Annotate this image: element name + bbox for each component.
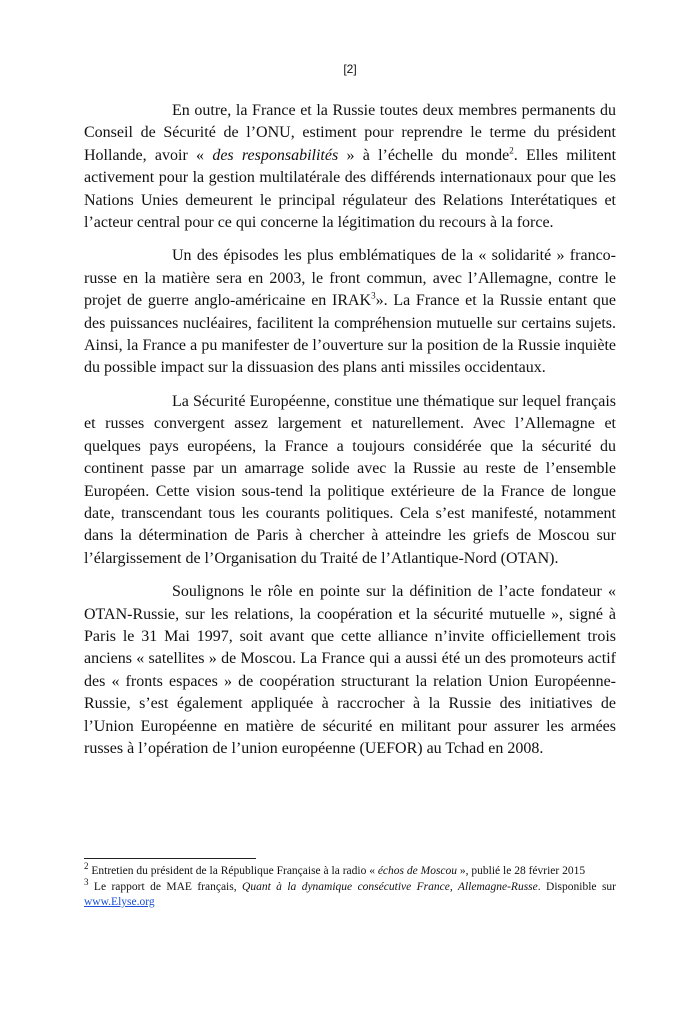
footnote-2 [84,861,616,879]
paragraph-1-text-a: En outre, la France et la Russie toutes deux membres permanents du Conseil de Sécurité de l’ONU, estiment pour reprendre le terme du président Hollande, avoir « [84,102,616,164]
paragraph-1-emphasis: des responsabilités [212,146,339,164]
body-text [84,100,616,771]
page-number: [2] [343,62,357,76]
footnotes [84,861,616,911]
footnote-ref-2[interactable]: 2 [509,145,514,156]
footnote-2-text-b: », publié le 28 février 2015 [457,865,586,877]
paragraph-3: La Sécurité Européenne, constitue une thématique sur lequel français et russes convergent assez largement et naturellement. Avec l’Allemagne et quelques pays européens, la France a toujours considérée que la sécurité du continent passe par un amarrage solide avec la Russie au reste de l’ensemble Européen. Cette vision sous-tend la politique extérieure de la France de longue date, transcendant tous les courants politiques. Cela s’est manifesté, notamment dans la détermination de Paris à chercher à atteindre les griefs de Moscou sur l’élargissement de l’Organisation du Traité de l’Atlantique-Nord (OTAN). [84,392,616,567]
paragraph-1-text-b: » à l’échelle du monde [338,146,510,164]
footnote-separator [84,858,256,859]
footnote-2-number: 2 [84,861,89,872]
footnote-3-text-b: . Disponible sur [537,881,616,893]
elyse-link[interactable]: www.Elyse.org [84,896,155,908]
footnote-3-emphasis: Quant à la dynamique consécutive France, Allemagne-Russe [242,881,538,893]
paragraph-2-text-b: ». La France et la Russie entant que des puissances nucléaires, facilitent la compréhension mutuelle sur certains sujets. Ainsi, la France a pu manifester de l’ouverture sur la position de la Russie inquiète du possible impact sur la dissuasion des plans anti missiles occidentaux. [84,292,616,377]
footnote-3-text-a: Le rapport de MAE français, [88,881,243,893]
paragraph-1 [84,100,616,234]
paragraph-2-text-a: Un des épisodes les plus emblématiques de la « solidarité » franco-russe en la matière sera en 2003, le front commun, avec l’Allemagne, contre le projet de guerre anglo-américaine en IRAK [84,247,616,310]
paragraph-4: Soulignons le rôle en pointe sur la définition de l’acte fondateur « OTAN-Russie, sur les relations, la coopération et la sécurité mutuelle », signé à Paris le 31 Mai 1997, soit avant que cette alliance n’invite officiellement trois anciens « satellites » de Moscou. La France qui a aussi été un des promoteurs actif des « fronts espaces » de coopération structurant la relation Union Européenne-Russie, s’est également appliquée à raccrocher à la Russie des initiatives de l’Union Européenne en matière de sécurité en militant pour assurer les armées russes à l’opération de l’union européenne (UEFOR) au Tchad en 2008. [84,583,616,757]
footnote-2-emphasis: échos de Moscou [377,865,458,877]
footnote-ref-3[interactable]: 3 [371,290,376,301]
footnote-3 [84,877,616,910]
footnote-3-number: 3 [84,877,89,888]
paragraph-2 [84,245,616,379]
footnote-2-text-a: Entretien du président de la République Française à la radio « [88,865,378,877]
paragraph-1-text-c: . Elles militent activement pour la gestion multilatérale des différends internationaux pour que les Nations Unies demeurent le principal régulateur des Relations Interétatiques et l’acteur central pour ce qui concerne la légitimation du recours à la force. [84,146,617,232]
